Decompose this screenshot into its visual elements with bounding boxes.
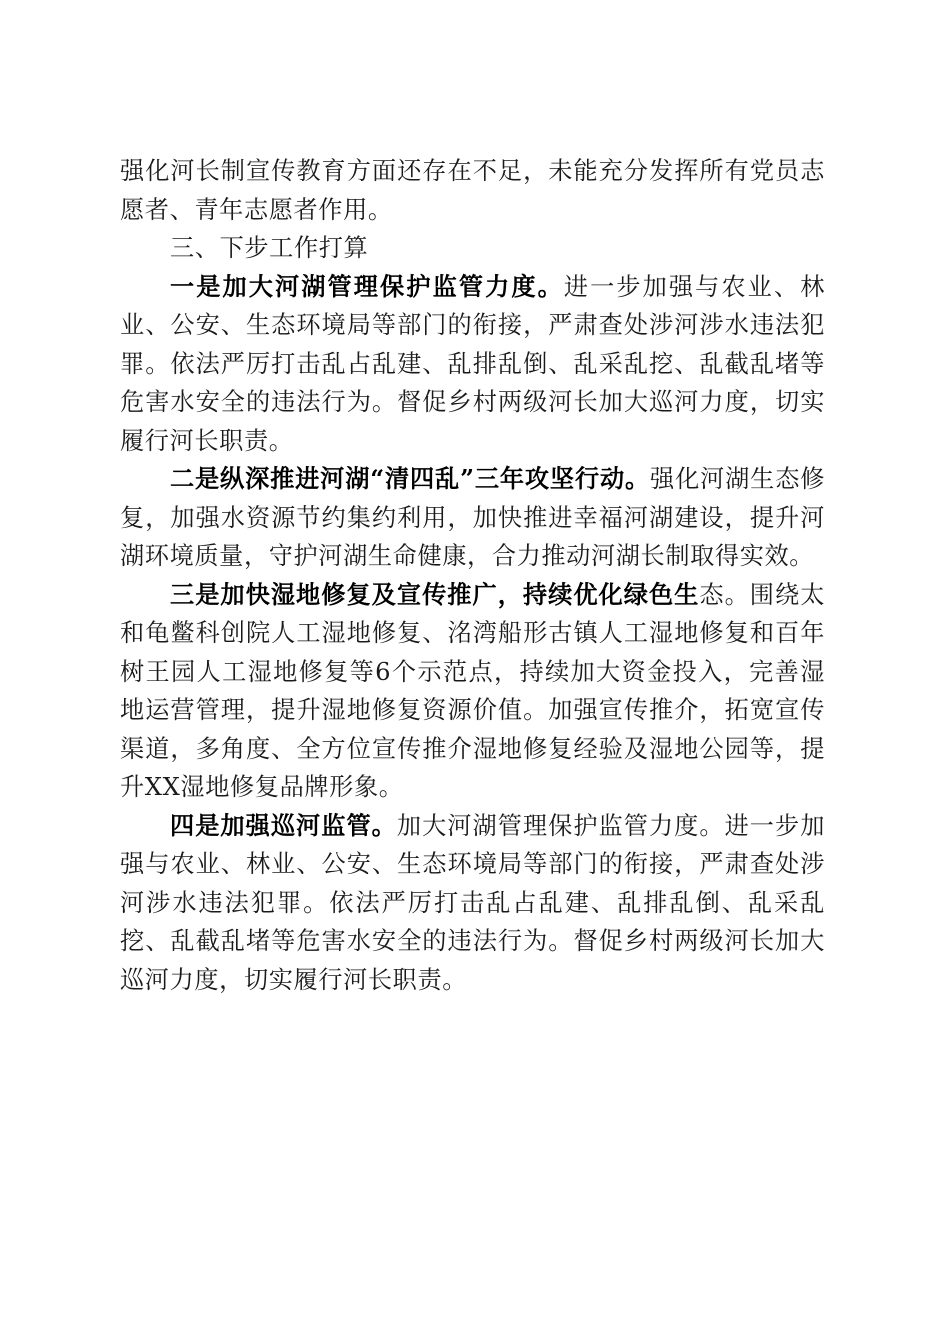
paragraph-lead: 二是纵深推进河湖“清四乱”三年攻坚行动。 xyxy=(170,464,651,493)
document-body xyxy=(120,152,825,999)
paragraph-body: 加大河湖管理保护监管力度。进一步加强与农业、林业、公安、生态环境局等部门的衔接，严肃查处涉河涉水违法犯罪。依法严厉打击乱占乱建、乱排乱倒、乱采乱挖、乱截乱堵等危害水安全的违法行为。督促乡村两级河长加大巡河力度，切实履行河长职责。 xyxy=(120,811,825,994)
paragraph-body: 态。围绕太和龟鳖科创院人工湿地修复、洺湾船形古镇人工湿地修复和百年树王园人工湿地修复等6个示范点，持续加大资金投入，完善湿地运营管理，提升湿地修复资源价值。加强宣传推介，拓宽宣传渠道，多角度、全方位宣传推介湿地修复经验及湿地公园等，提升XX湿地修复品牌形象。 xyxy=(120,580,825,801)
paragraph-lead: 四是加强巡河监管。 xyxy=(170,810,397,840)
paragraph-item-2 xyxy=(120,460,825,576)
paragraph-item-3 xyxy=(120,576,825,807)
paragraph-body: 进一步加强与农业、林业、公安、生态环境局等部门的衔接，严肃查处涉河涉水违法犯罪。依法严厉打击乱占乱建、乱排乱倒、乱采乱挖、乱截乱堵等危害水安全的违法行为。督促乡村两级河长加大巡河力度，切实履行河长职责。 xyxy=(120,272,825,455)
paragraph-continuation: 强化河长制宣传教育方面还存在不足，未能充分发挥所有党员志愿者、青年志愿者作用。 xyxy=(120,157,825,224)
paragraph-item-4 xyxy=(120,807,825,1000)
paragraph-lead: 三是加快湿地修复及宣传推广，持续优化绿色生 xyxy=(170,579,700,609)
paragraph-body: 强化河湖生态修复，加强水资源节约集约利用，加快推进幸福河湖建设，提升河湖环境质量，守护河湖生命健康，合力推动河湖长制取得实效。 xyxy=(120,465,826,570)
section-heading: 三、下步工作打算 xyxy=(170,234,369,262)
paragraph-lead: 一是加大河湖管理保护监管力度。 xyxy=(170,271,564,301)
paragraph-item-1 xyxy=(120,268,825,461)
